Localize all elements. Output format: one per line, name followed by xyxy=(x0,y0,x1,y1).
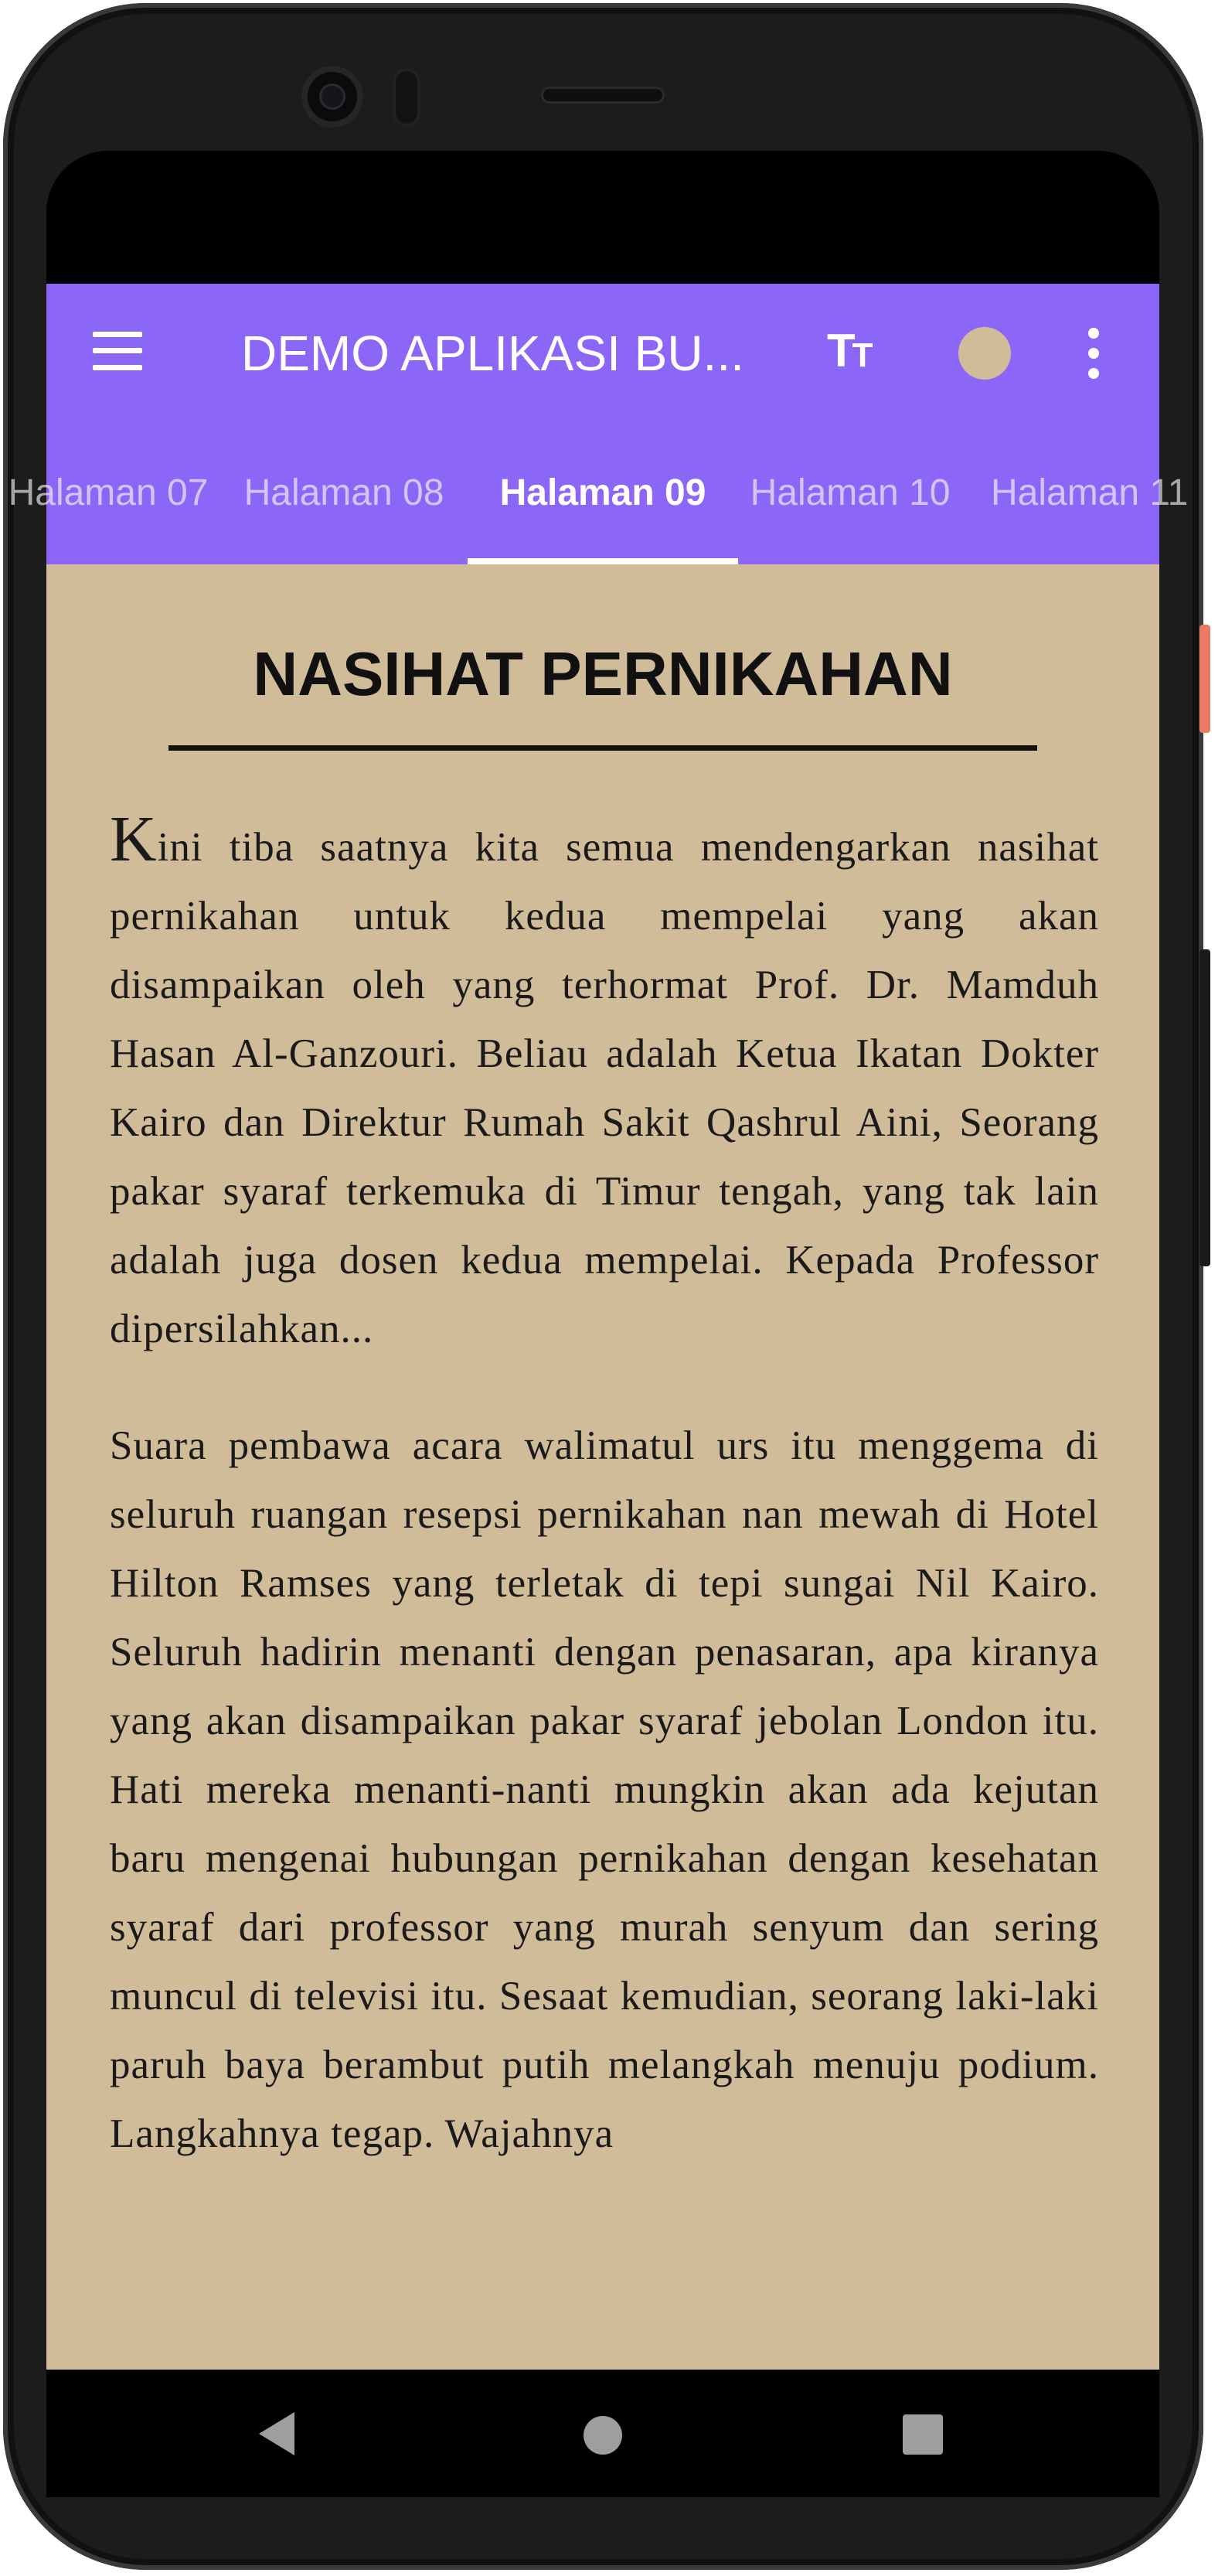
page-tabs xyxy=(8,421,1189,564)
recent-square-icon[interactable] xyxy=(903,2414,943,2455)
paragraph-1-text: ini tiba saatnya kita semua mendengarkan nasihat pernikahan untuk kedua mempelai yang akan disampaikan oleh yang terhormat Prof. Dr. Mamduh Hasan Al-Ganzouri. Beliau adalah Ketua Ikatan Dokter Kairo dan Direktur Rumah Sakit Qashrul Aini, Seorang pakar syaraf terkemuka di Timur tengah, yang tak lain adalah juga dosen kedua mempelai. Kepada Professor dipersilahkan... xyxy=(110,825,1099,1351)
drop-cap: K xyxy=(110,803,158,875)
paragraph-2: Suara pembawa acara walimatul urs itu menggema di seluruh ruangan resepsi pernikahan nan mewah di Hotel Hilton Ramses yang terletak di tepi sungai Nil Kairo. Seluruh hadirin menanti dengan penasaran, apa kiranya yang akan disampaikan pakar syaraf jebolan London itu. Hati mereka menanti-nanti mungkin akan ada kejutan baru mengenai hubungan pernikahan dengan kesehatan syaraf dari professor yang murah senyum dan sering muncul di televisi itu. Sesaat kemudian, seorang laki-laki paruh baya berambut putih melangkah menuju podium. Langkahnya tegap. Wajahnya xyxy=(110,1423,1099,2156)
tab-halaman-08[interactable]: Halaman 08 xyxy=(243,472,444,513)
text-size-icon[interactable]: TT xyxy=(827,325,870,377)
active-tab-indicator xyxy=(468,558,738,564)
app-bar xyxy=(46,284,1159,421)
tab-halaman-11[interactable]: Halaman 11 xyxy=(991,472,1189,513)
home-circle-icon[interactable] xyxy=(584,2416,622,2455)
app-title: DEMO APLIKASI BU... xyxy=(241,325,744,381)
proximity-sensor xyxy=(393,68,420,127)
earpiece-speaker xyxy=(541,87,665,104)
theme-color-icon[interactable] xyxy=(958,327,1011,380)
volume-button xyxy=(1199,949,1210,1266)
hamburger-menu-icon[interactable] xyxy=(93,332,142,370)
tab-halaman-10[interactable]: Halaman 10 xyxy=(750,472,951,513)
screen xyxy=(8,151,1189,2497)
power-button xyxy=(1199,625,1210,733)
front-camera xyxy=(301,66,363,128)
article-content[interactable] xyxy=(46,564,1159,2370)
title-underline xyxy=(168,745,1037,751)
more-vert-icon[interactable] xyxy=(1088,328,1099,379)
article-title: NASIHAT PERNIKAHAN xyxy=(253,639,953,708)
paragraph-1 xyxy=(110,803,1099,1364)
app-window xyxy=(8,284,1189,2370)
tab-halaman-07[interactable]: Halaman 07 xyxy=(8,472,209,513)
back-triangle-icon[interactable] xyxy=(259,2412,294,2455)
tab-halaman-09[interactable]: Halaman 09 xyxy=(499,472,706,513)
system-nav-bar xyxy=(46,2370,1159,2497)
